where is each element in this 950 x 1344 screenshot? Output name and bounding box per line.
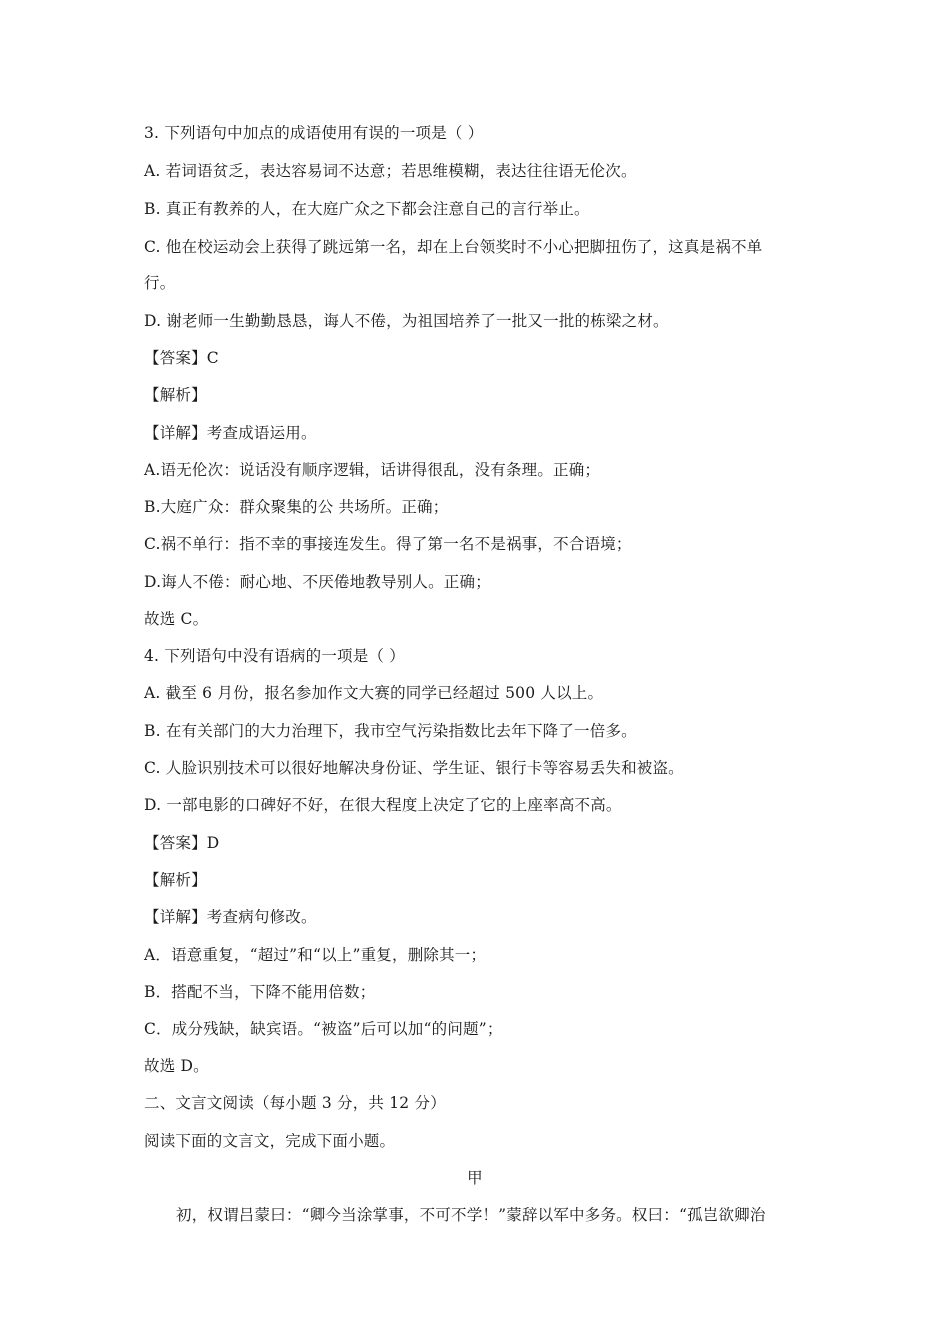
section2-heading: 二、文言文阅读（每小题 3 分，共 12 分）	[144, 1094, 446, 1112]
q4-conclusion: 故选 D。	[144, 1057, 209, 1075]
section2-instruction: 阅读下面的文言文，完成下面小题。	[144, 1132, 396, 1150]
q3-option-b: B. 真正有教养的人，在大庭广众之下都会注意自己的言行举止。	[144, 200, 590, 218]
q3-explain-c: C.祸不单行：指不幸的事接连发生。得了第一名不是祸事，不合语境；	[144, 535, 632, 553]
q4-stem: 4. 下列语句中没有语病的一项是（ ）	[144, 647, 405, 665]
q4-analysis-label: 【解析】	[144, 871, 207, 889]
passage-title: 甲	[467, 1169, 483, 1187]
q4-explain-a: A．语意重复，“超过”和“以上”重复，删除其一；	[144, 946, 487, 964]
q4-explain-c: C．成分残缺，缺宾语。“被盗”后可以加“的问题”；	[144, 1020, 503, 1038]
q4-detail: 【详解】考查病句修改。	[144, 908, 317, 926]
q4-option-a: A. 截至 6 月份，报名参加作文大赛的同学已经超过 500 人以上。	[144, 684, 604, 702]
q3-option-a: A. 若词语贫乏，表达容易词不达意；若思维模糊，表达往往语无伦次。	[144, 162, 637, 180]
q3-explain-b: B.大庭广众：群众聚集的公 共场所。正确；	[144, 498, 449, 516]
q4-explain-b: B．搭配不当，下降不能用倍数；	[144, 983, 376, 1001]
q3-explain-d: D.诲人不倦：耐心地、不厌倦地教导别人。正确；	[144, 573, 491, 591]
q3-explain-a: A.语无伦次：说话没有顺序逻辑，话讲得很乱，没有条理。正确；	[144, 461, 601, 479]
q4-option-b: B. 在有关部门的大力治理下，我市空气污染指数比去年下降了一倍多。	[144, 722, 637, 740]
q3-conclusion: 故选 C。	[144, 610, 209, 628]
passage-line-1: 初，权谓吕蒙曰：“卿今当涂掌事，不可不学！”蒙辞以军中多务。权曰：“孤岂欲卿治	[176, 1206, 766, 1224]
q3-analysis-label: 【解析】	[144, 386, 207, 404]
q3-answer: 【答案】C	[144, 349, 219, 367]
q4-answer: 【答案】D	[144, 834, 220, 852]
q3-option-c-line2: 行。	[144, 274, 176, 292]
q4-option-d: D. 一部电影的口碑好不好，在很大程度上决定了它的上座率高不高。	[144, 796, 622, 814]
q3-option-c-line1: C. 他在校运动会上获得了跳远第一名，却在上台领奖时不小心把脚扭伤了，这真是祸不单	[144, 238, 763, 256]
q4-option-c: C. 人脸识别技术可以很好地解决身份证、学生证、银行卡等容易丢失和被盗。	[144, 759, 684, 777]
q3-stem: 3. 下列语句中加点的成语使用有误的一项是（ ）	[144, 124, 484, 142]
q3-option-d: D. 谢老师一生勤勤恳恳，诲人不倦，为祖国培养了一批又一批的栋梁之材。	[144, 312, 669, 330]
q3-detail: 【详解】考查成语运用。	[144, 424, 317, 442]
